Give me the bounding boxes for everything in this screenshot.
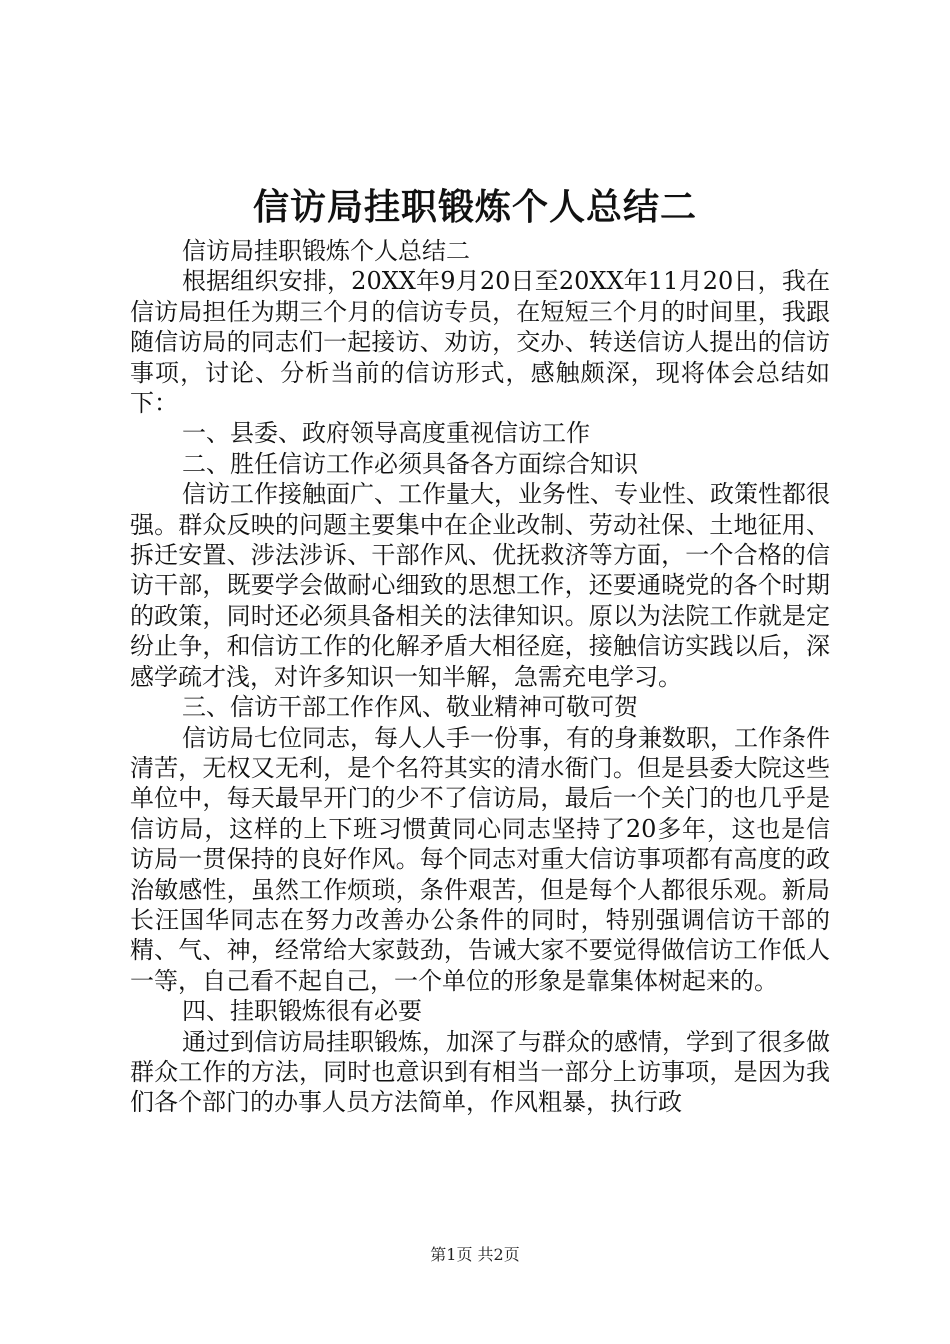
document-title: 信访局挂职锻炼个人总结二 — [252, 186, 697, 228]
body-paragraph: 根据组织安排，20XX年9月20日至20XX年11月20日，我在信访局担任为期三个月的信访专员，在短短三个月的时间里，我跟随信访局的同志们一起接访、劝访，交办、转送信访人提出的信访事项，讨论、分析当前的信访形式，感触颇深，现将体会总结如下： — [130, 267, 830, 418]
page-footer: 第1页 共2页 — [430, 1245, 520, 1264]
body-paragraph: 信访局挂职锻炼个人总结二 — [182, 237, 470, 265]
body-paragraph: 信访工作接触面广、工作量大，业务性、专业性、政策性都很强。群众反映的问题主要集中在企业改制、劳动社保、土地征用、拆迁安置、涉法涉诉、干部作风、优抚救济等方面，一个合格的信访干部，既要学会做耐心细致的思想工作，还要通晓党的各个时期的政策，同时还必须具备相关的法律知识。原以为法院工作就是定纷止争，和信访工作的化解矛盾大相径庭，接触信访实践以后，深感学疏才浅，对许多知识一知半解，急需充电学习。 — [130, 480, 830, 691]
section-heading: 三、信访干部工作作风、敬业精神可敬可贺 — [182, 693, 638, 722]
section-heading: 四、挂职锻炼很有必要 — [182, 997, 422, 1026]
body-paragraph: 通过到信访局挂职锻炼，加深了与群众的感情，学到了很多做群众工作的方法，同时也意识到有相当一部分上访事项，是因为我们各个部门的办事人员方法简单，作风粗暴，执行政 — [130, 1027, 830, 1117]
section-heading: 二、胜任信访工作必须具备各方面综合知识 — [182, 449, 638, 478]
body-paragraph: 信访局七位同志，每人人手一份事，有的身兼数职，工作条件清苦，无权又无利，是个名符其实的清水衙门。但是县委大院这些单位中，每天最早开门的少不了信访局，最后一个关门的也几乎是信访局，这样的上下班习惯黄同心同志坚持了20多年，这也是信访局一贯保持的良好作风。每个同志对重大信访事项都有高度的政治敏感性，虽然工作烦琐，条件艰苦，但是每个人都很乐观。新局长汪国华同志在努力改善办公条件的同时，特别强调信访干部的精、气、神，经常给大家鼓劲，告诫大家不要觉得做信访工作低人一等，自己看不起自己，一个单位的形象是靠集体树起来的。 — [130, 723, 830, 995]
document-body — [130, 236, 830, 1118]
section-heading: 一、县委、政府领导高度重视信访工作 — [182, 419, 590, 448]
